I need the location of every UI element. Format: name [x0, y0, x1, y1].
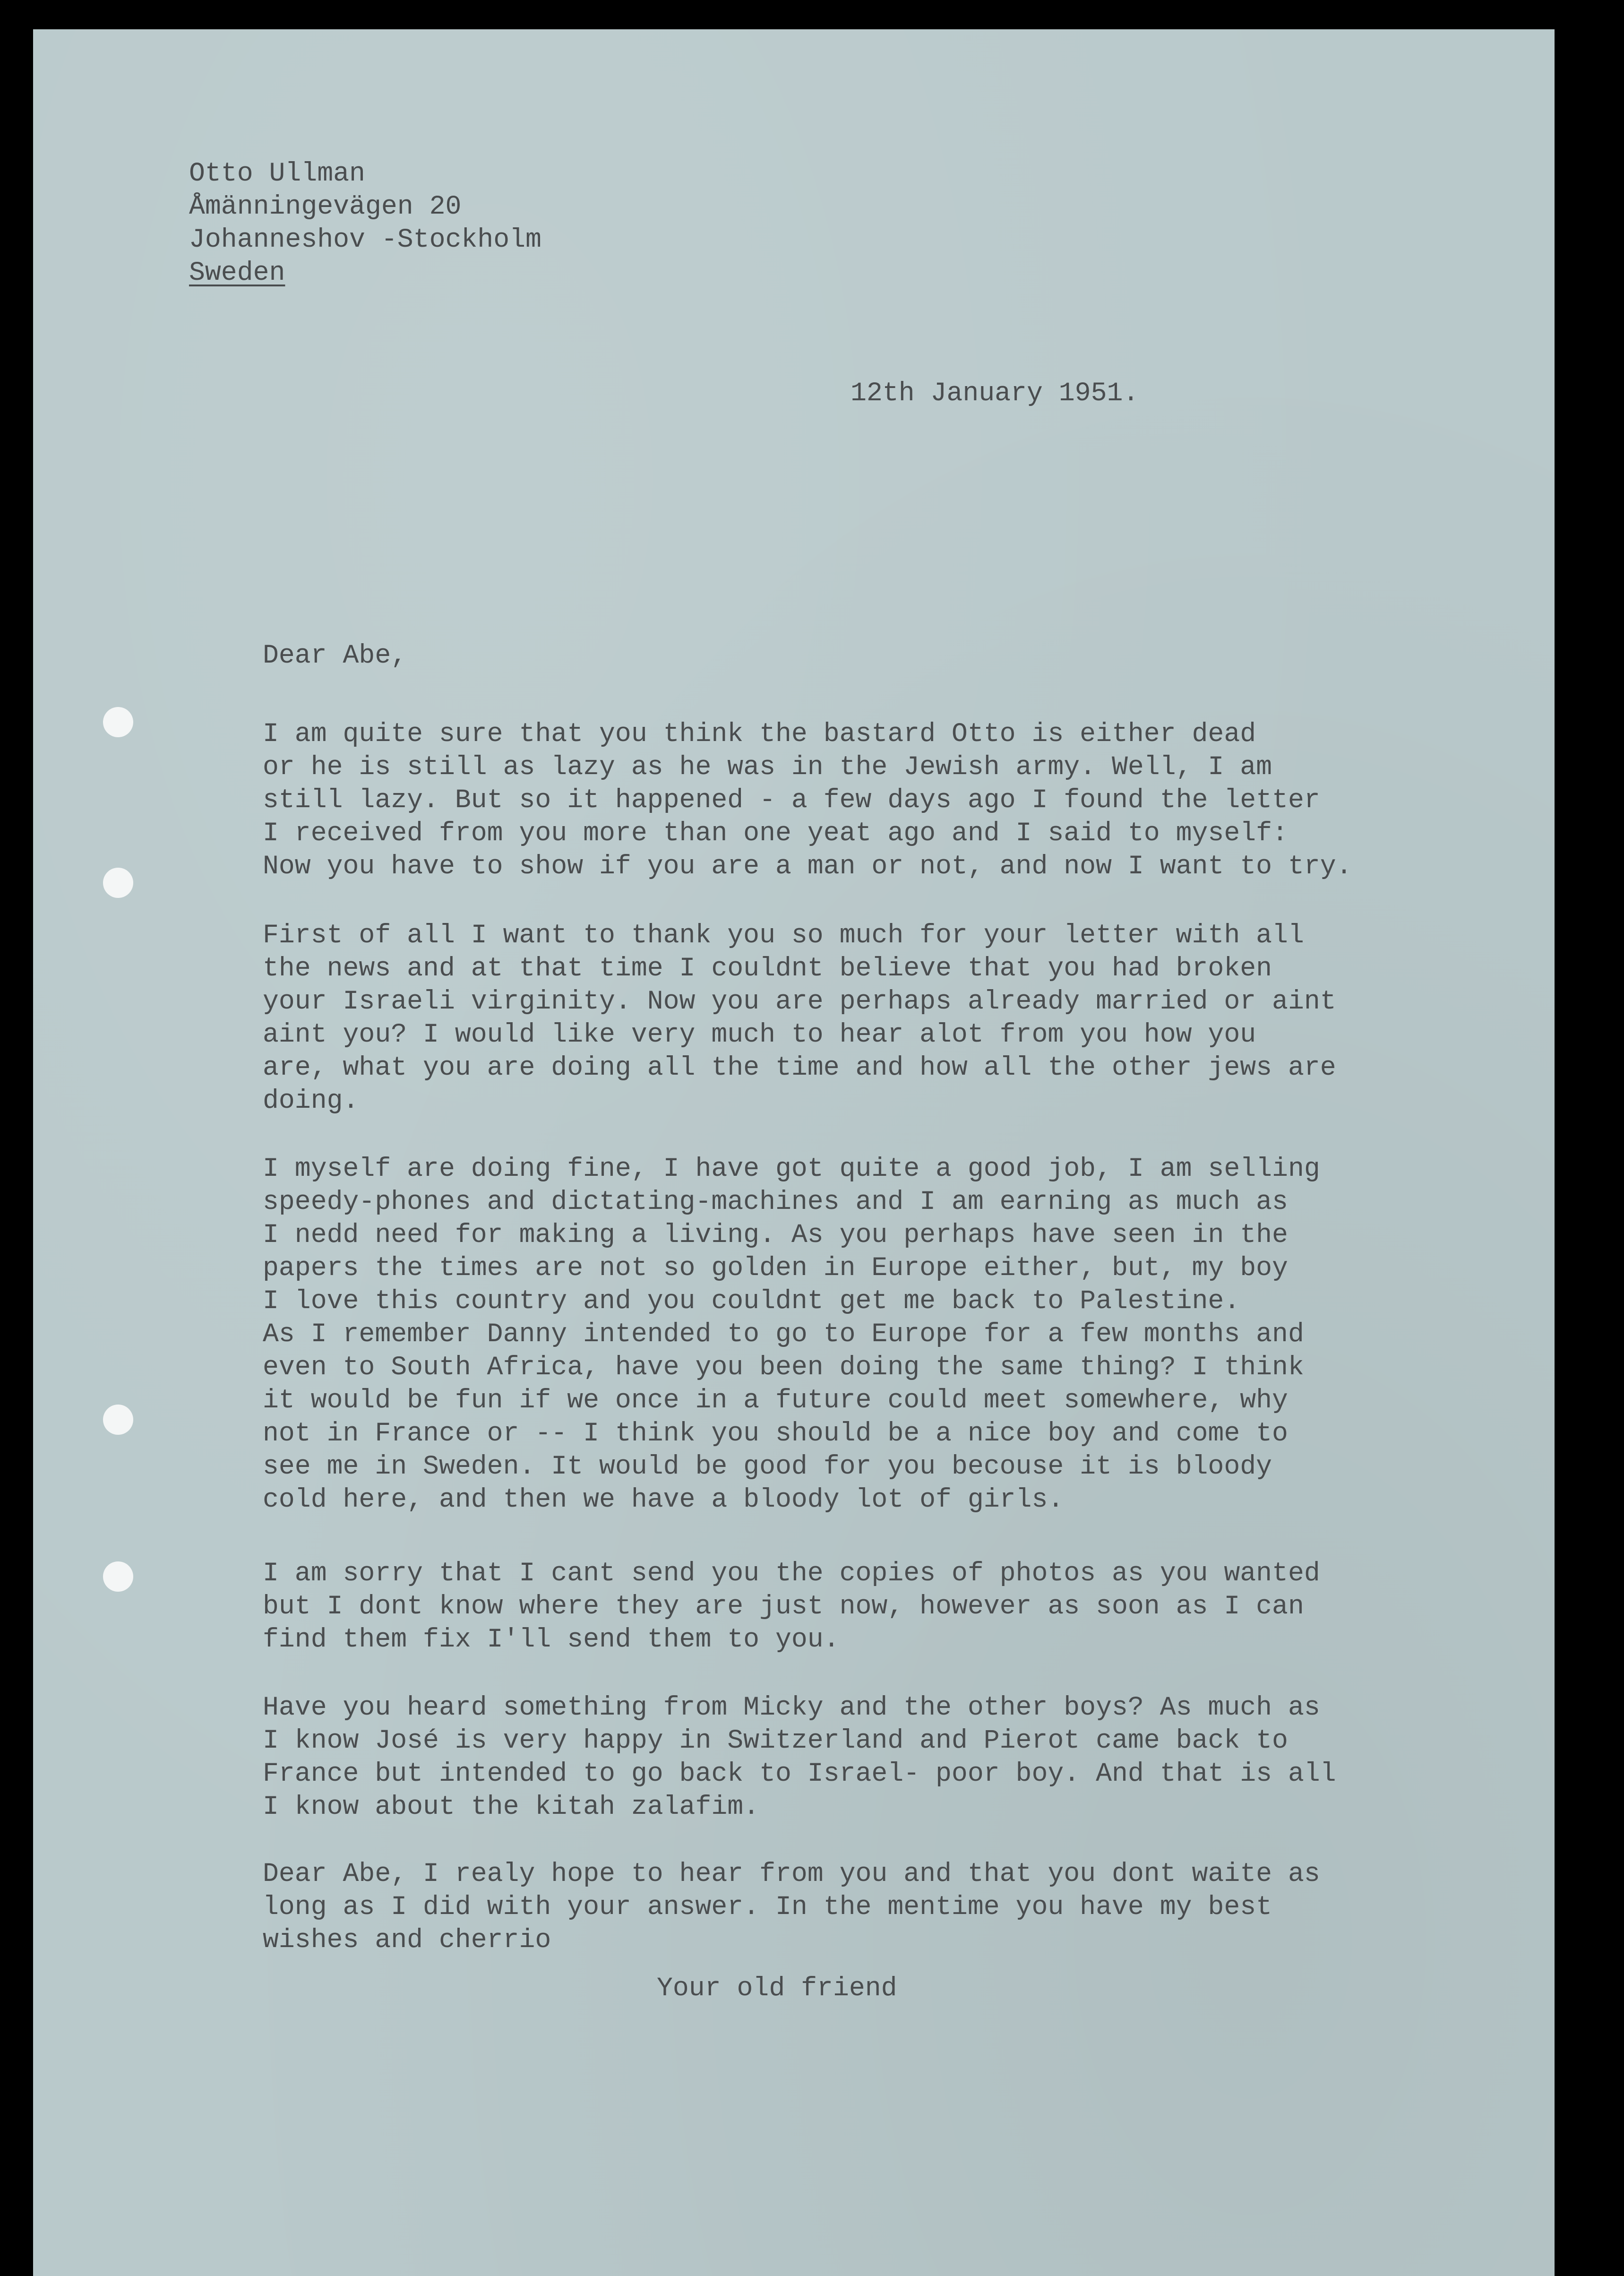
text-line: I received from you more than one yeat ago and I said to myself:	[263, 818, 1288, 848]
text-line: papers the times are not so golden in Europe either, but, my boy	[263, 1253, 1288, 1283]
punch-hole	[103, 868, 133, 898]
text-line: As I remember Danny intended to go to Europe for a few months and	[263, 1319, 1304, 1349]
text-line: I am quite sure that you think the bastard Otto is either dead	[263, 719, 1256, 749]
text-line: long as I did with your answer. In the mentime you have my best	[263, 1892, 1272, 1922]
punch-hole	[103, 1405, 133, 1435]
punch-hole	[103, 1561, 133, 1592]
text-line: it would be fun if we once in a future could meet somewhere, why	[263, 1385, 1288, 1415]
text-line: I know José is very happy in Switzerland and Pierot came back to	[263, 1725, 1288, 1756]
paragraph-3	[263, 1152, 1320, 1516]
text-line: cold here, and then we have a bloody lot of girls.	[263, 1484, 1064, 1515]
salutation: Dear Abe,	[263, 640, 407, 671]
closing: Your old friend	[657, 1973, 897, 2003]
text-line: the news and at that time I couldnt believe that you had broken	[263, 953, 1272, 983]
letter-page	[33, 29, 1555, 2276]
text-line: I am sorry that I cant send you the copies of photos as you wanted	[263, 1558, 1320, 1588]
text-line: doing.	[263, 1086, 359, 1116]
sender-name: Otto Ullman	[189, 158, 365, 189]
text-line: find them fix I'll send them to you.	[263, 1624, 840, 1655]
text-line: your Israeli virginity. Now you are perhaps already married or aint	[263, 986, 1336, 1017]
text-line: see me in Sweden. It would be good for you becouse it is bloody	[263, 1451, 1272, 1482]
letter-date: 12th January 1951.	[851, 378, 1139, 408]
sender-address	[189, 157, 541, 289]
text-line: I myself are doing fine, I have got quite a good job, I am selling	[263, 1154, 1320, 1184]
text-line: Have you heard something from Micky and the other boys? As much as	[263, 1692, 1320, 1723]
text-line: but I dont know where they are just now, however as soon as I can	[263, 1591, 1304, 1621]
paragraph-2	[263, 919, 1336, 1117]
text-line: even to South Africa, have you been doing the same thing? I think	[263, 1352, 1304, 1382]
paragraph-4	[263, 1557, 1320, 1656]
text-line: France but intended to go back to Israel- poor boy. And that is all	[263, 1759, 1336, 1789]
text-line: Dear Abe, I realy hope to hear from you and that you dont waite as	[263, 1859, 1320, 1889]
text-line: or he is still as lazy as he was in the Jewish army. Well, I am	[263, 752, 1272, 782]
text-line: not in France or -- I think you should be a nice boy and come to	[263, 1418, 1288, 1448]
text-line: I know about the kitah zalafim.	[263, 1792, 760, 1822]
sender-street: Åmänningevägen 20	[189, 191, 462, 222]
text-line: are, what you are doing all the time and how all the other jews are	[263, 1052, 1336, 1083]
text-line: First of all I want to thank you so much for your letter with all	[263, 920, 1304, 950]
sender-city: Johanneshov -Stockholm	[189, 224, 541, 255]
paragraph-6	[263, 1857, 1320, 1957]
paragraph-5	[263, 1691, 1336, 1823]
text-line: still lazy. But so it happened - a few days ago I found the letter	[263, 785, 1320, 815]
paragraph-1	[263, 717, 1352, 883]
sender-country: Sweden	[189, 258, 285, 288]
text-line: wishes and cherrio	[263, 1925, 551, 1955]
text-line: I nedd need for making a living. As you perhaps have seen in the	[263, 1220, 1288, 1250]
punch-hole	[103, 707, 133, 737]
text-line: Now you have to show if you are a man or not, and now I want to try.	[263, 851, 1352, 881]
text-line: I love this country and you couldnt get me back to Palestine.	[263, 1286, 1240, 1316]
text-line: speedy-phones and dictating-machines and I am earning as much as	[263, 1187, 1288, 1217]
text-line: aint you? I would like very much to hear alot from you how you	[263, 1019, 1256, 1050]
